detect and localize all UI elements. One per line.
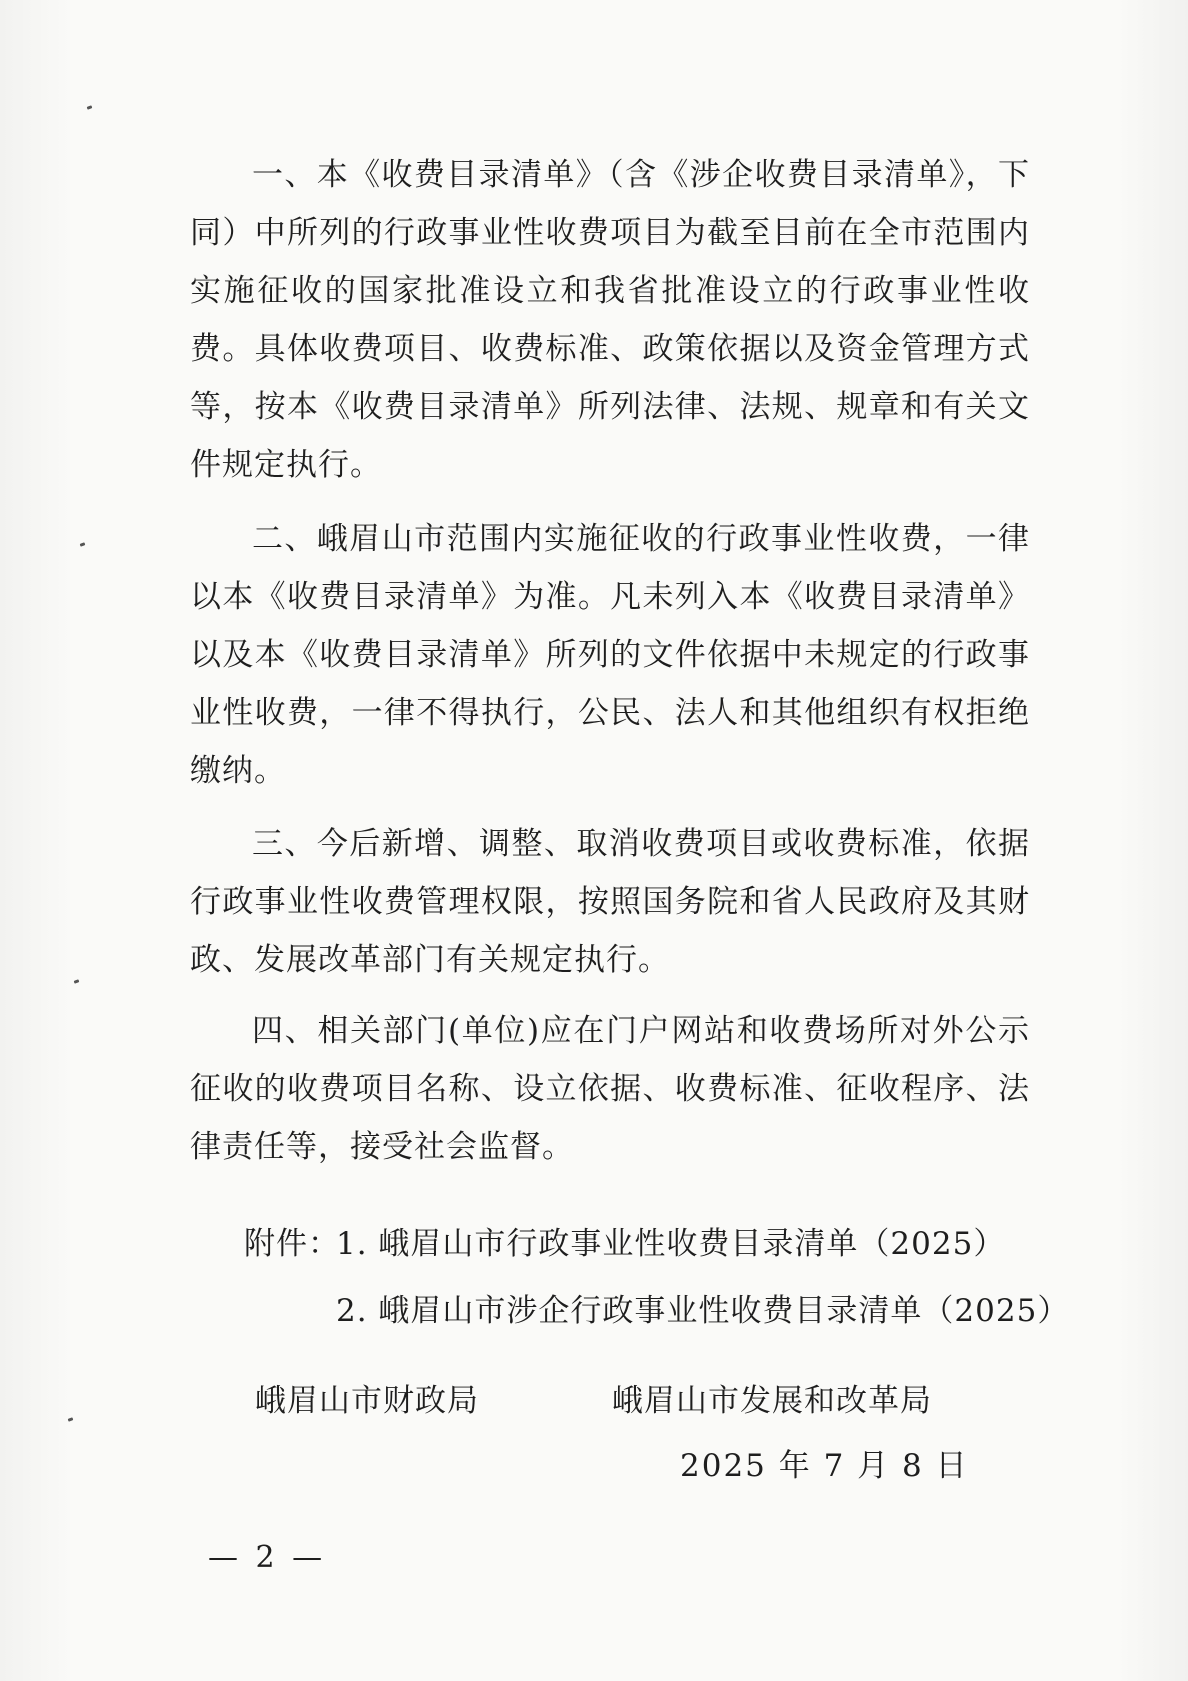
attachments-label: 附件： (244, 1226, 340, 1262)
signature-development-reform-bureau: 峨眉山市发展和改革局 (612, 1383, 932, 1419)
attachment-item-2: 2. 峨眉山市涉企行政事业性收费目录清单（2025） (336, 1293, 1070, 1329)
signature-date: 2025 年 7 月 8 日 (680, 1448, 969, 1484)
scan-speck (74, 979, 80, 984)
paragraph-4: 四、相关部门(单位)应在门户网站和收费场所对外公示征收的收费项目名称、设立依据、收费标准、征收程序、法律责任等，接受社会监督。 (190, 1013, 1030, 1165)
scan-speck (68, 1417, 74, 1422)
signature-finance-bureau: 峨眉山市财政局 (255, 1383, 479, 1419)
attachment-item-1: 1. 峨眉山市行政事业性收费目录清单（2025） (336, 1226, 1006, 1262)
paragraph-3: 三、今后新增、调整、取消收费项目或收费标准，依据行政事业性收费管理权限，按照国务院和省人民政府及其财政、发展改革部门有关规定执行。 (190, 826, 1030, 978)
scan-speck (87, 105, 93, 110)
paragraph-2: 二、峨眉山市范围内实施征收的行政事业性收费，一律以本《收费目录清单》为准。凡未列入本《收费目录清单》以及本《收费目录清单》所列的文件依据中未规定的行政事业性收费，一律不得执行，公民、法人和其他组织有权拒绝缴纳。 (190, 521, 1030, 789)
paragraph-1: 一、本《收费目录清单》（含《涉企收费目录清单》，下同）中所列的行政事业性收费项目为截至目前在全市范围内实施征收的国家批准设立和我省批准设立的行政事业性收费。具体收费项目、收费标准、政策依据以及资金管理方式等，按本《收费目录清单》所列法律、法规、规章和有关文件规定执行。 (190, 157, 1030, 483)
page-number: — 2 — (208, 1540, 327, 1575)
scan-speck (80, 542, 86, 547)
